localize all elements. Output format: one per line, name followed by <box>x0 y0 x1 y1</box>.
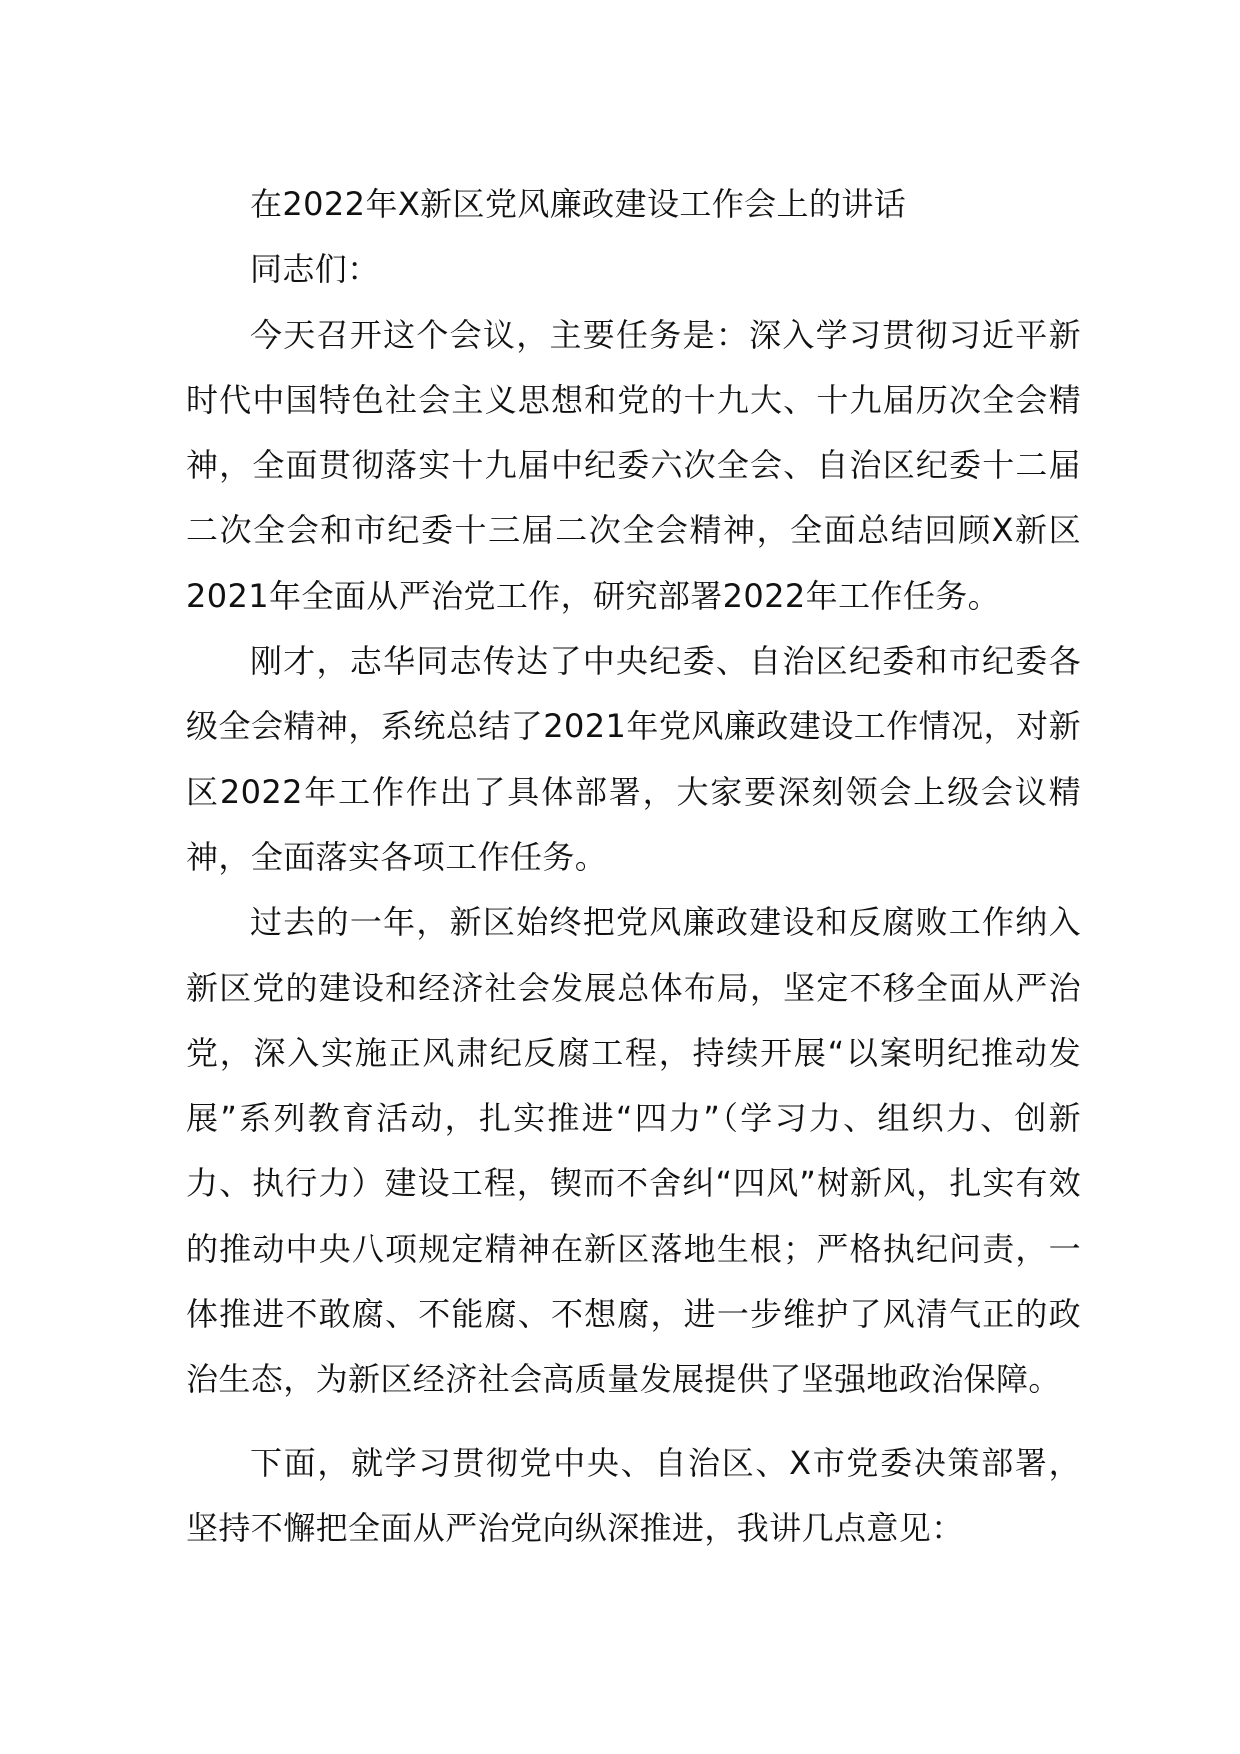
paragraph-2: 刚才，志华同志传达了中央纪委、自治区纪委和市纪委各级全会精神，系统总结了2021年党风廉政建设工作情况，对新区2022年工作作出了具体部署，大家要深刻领会上级会议精神，全面落实各项工作任务。 <box>186 642 1081 876</box>
document-body <box>186 172 1081 1561</box>
paragraph-1: 今天召开这个会议，主要任务是：深入学习贯彻习近平新时代中国特色社会主义思想和党的十九大、十九届历次全会精神，全面贯彻落实十九届中纪委六次全会、自治区纪委十二届二次全会和市纪委十三届二次全会精神，全面总结回顾X新区2021年全面从严治党工作，研究部署2022年工作任务。 <box>186 315 1081 615</box>
speech-title: 在2022年X新区党风廉政建设工作会上的讲话 <box>250 185 907 223</box>
paragraph-3: 过去的一年，新区始终把党风廉政建设和反腐败工作纳入新区党的建设和经济社会发展总体布局，坚定不移全面从严治党，深入实施正风肃纪反腐工程，持续开展“以案明纪推动发展”系列教育活动，扎实推进“四力”（学习力、组织力、创新力、执行力）建设工程，锲而不舍纠“四风”树新风，扎实有效的推动中央八项规定精神在新区落地生根；严格执纪问责，一体推进不敢腐、不能腐、不想腐，进一步维护了风清气正的政治生态，为新区经济社会高质量发展提供了坚强地政治保障。 <box>186 903 1081 1399</box>
salutation: 同志们： <box>250 250 380 289</box>
paragraph-4: 下面，就学习贯彻党中央、自治区、X市党委决策部署，坚持不懈把全面从严治党向纵深推进，我讲几点意见： <box>186 1443 1081 1547</box>
